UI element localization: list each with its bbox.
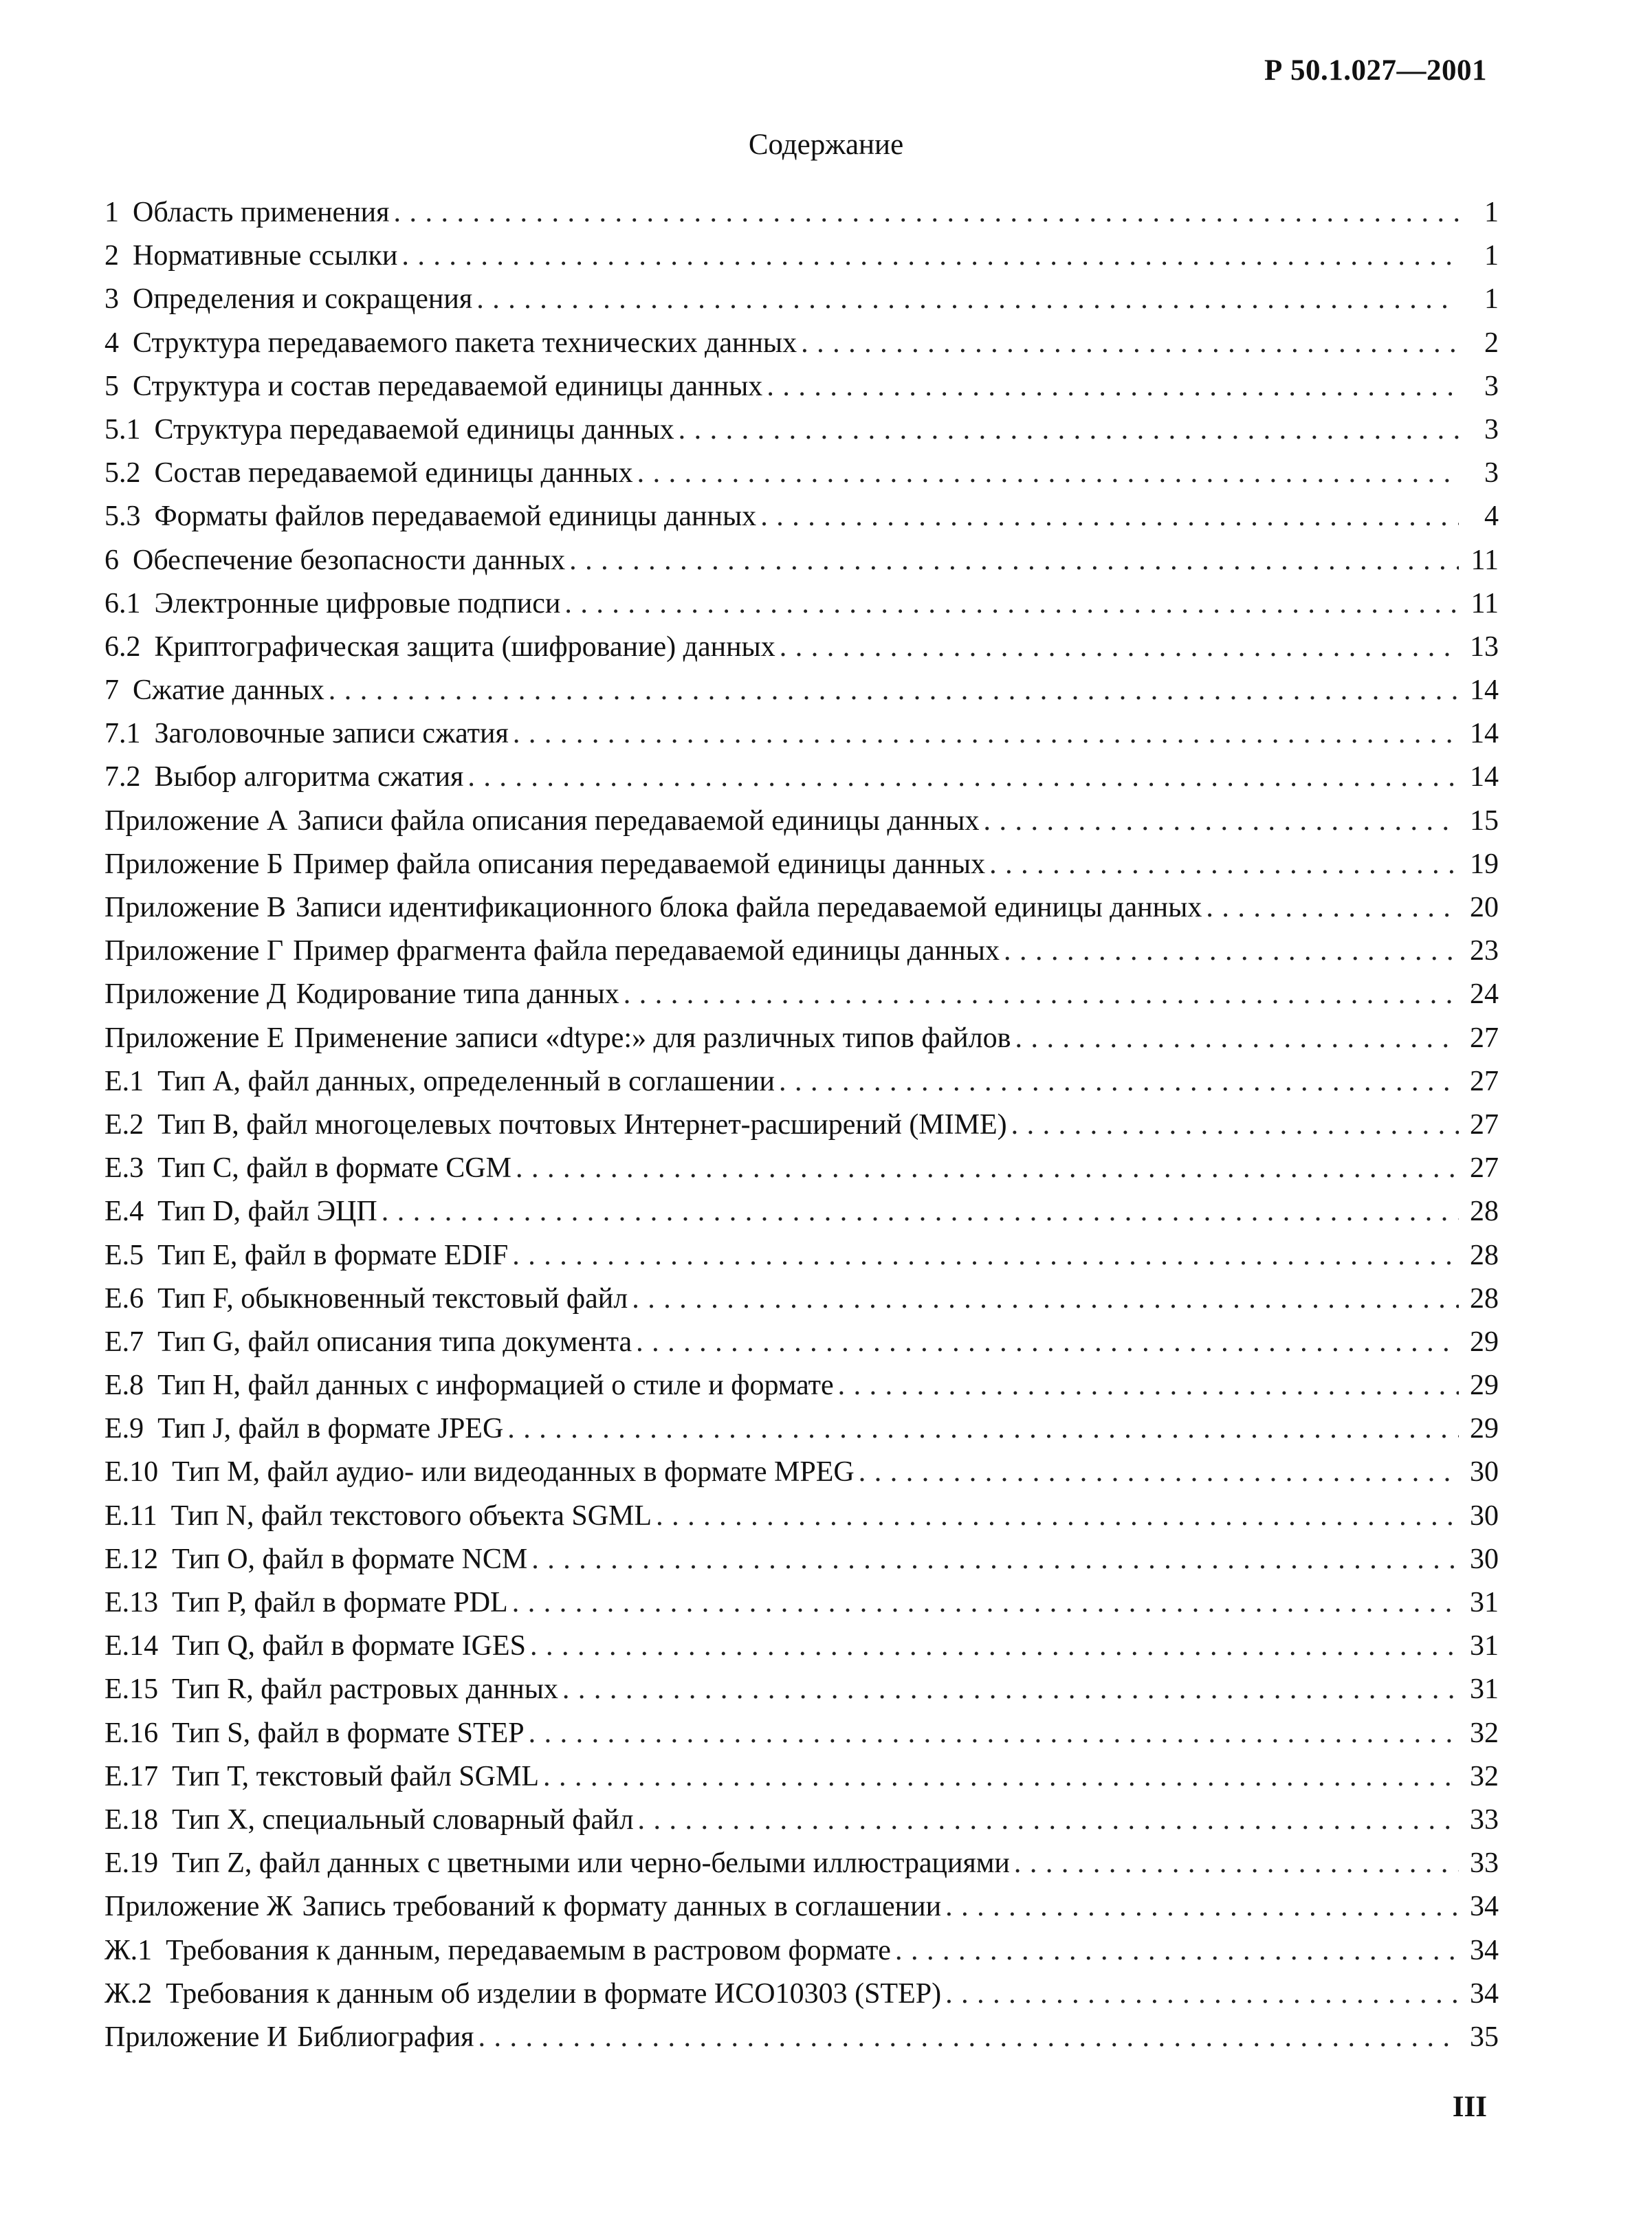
toc-leader-dots [779, 1060, 1459, 1103]
toc-entry-number: Е.13 [104, 1587, 159, 1618]
toc-entry-title: Нормативные ссылки [133, 240, 398, 272]
toc-leader-dots [760, 495, 1459, 538]
toc-entry [104, 930, 1499, 973]
toc-leader-dots [569, 539, 1459, 582]
toc-entry-title: Электронные цифровые подписи [154, 587, 561, 619]
toc-leader-dots [530, 1625, 1459, 1668]
toc-leader-dots [838, 1364, 1459, 1407]
toc-entry [104, 539, 1499, 582]
toc-entry-number: Ж.1 [104, 1934, 153, 1966]
toc-leader-dots [984, 800, 1459, 843]
toc-leader-dots [637, 452, 1459, 495]
toc-entry-page: 15 [1470, 804, 1499, 837]
toc-entry [104, 1538, 1499, 1581]
toc-entry-number: Приложение Д [104, 978, 287, 1011]
toc-entry [104, 1581, 1499, 1625]
toc-entry [104, 1060, 1499, 1103]
toc-entry-page: 31 [1470, 1630, 1499, 1662]
toc-entry [104, 1147, 1499, 1190]
toc-entry [104, 1017, 1499, 1060]
table-of-contents [104, 191, 1499, 2059]
toc-entry-number: Е.1 [104, 1065, 144, 1097]
toc-entry-page: 27 [1470, 1152, 1499, 1185]
toc-entry [104, 712, 1499, 756]
toc-entry-page: 30 [1470, 1456, 1499, 1489]
toc-entry [104, 1364, 1499, 1407]
toc-entry-number: 1 [104, 197, 119, 228]
toc-leader-dots [1015, 1017, 1459, 1060]
toc-entry-title: Тип G, файл описания типа документа [157, 1326, 632, 1358]
toc-entry-number: Приложение И [104, 2021, 288, 2053]
toc-leader-dots [401, 234, 1459, 278]
toc-entry-number: Ж.2 [104, 1977, 153, 2010]
toc-entry-title: Выбор алгоритма сжатия [154, 761, 464, 793]
toc-entry-number: Е.5 [104, 1239, 144, 1271]
toc-leader-dots [478, 2016, 1460, 2059]
toc-entry-title: Тип Р, файл в формате PDL [172, 1587, 508, 1618]
toc-leader-dots [945, 1973, 1459, 2016]
toc-entry [104, 1842, 1499, 1885]
toc-entry-title: Тип F, обыкновенный текстовый файл [157, 1282, 628, 1315]
toc-entry-number: Е.19 [104, 1847, 159, 1880]
toc-entry-number: Приложение Ж [104, 1891, 293, 1923]
toc-entry-title: Требования к данным об изделии в формате ИСО10303 (STEP) [166, 1977, 942, 2010]
toc-entry-page: 31 [1470, 1587, 1499, 1618]
toc-entry-title: Тип Z, файл данных с цветными или черно-белыми иллюстрациями [172, 1847, 1010, 1880]
toc-entry-title: Применение записи «dtype:» для различных типов файлов [294, 1022, 1011, 1054]
toc-entry-page: 29 [1470, 1413, 1499, 1445]
toc-entry [104, 495, 1499, 538]
toc-entry-number: Е.2 [104, 1108, 144, 1141]
toc-entry-title: Структура передаваемой единицы данных [154, 413, 674, 446]
toc-entry-title: Структура передаваемого пакета технических данных [133, 327, 797, 359]
toc-entry-title: Тип О, файл в формате NCM [172, 1543, 528, 1575]
toc-entry-page: 27 [1470, 1108, 1499, 1141]
toc-entry [104, 1755, 1499, 1799]
toc-entry-page: 28 [1470, 1196, 1499, 1228]
toc-entry [104, 756, 1499, 799]
toc-entry-number: 6.2 [104, 630, 141, 663]
toc-entry [104, 973, 1499, 1016]
toc-entry-page: 14 [1470, 718, 1499, 750]
toc-entry-number: 4 [104, 327, 119, 359]
toc-entry [104, 1929, 1499, 1973]
toc-entry-number: 7 [104, 674, 119, 707]
toc-entry-number: Е.18 [104, 1803, 159, 1836]
toc-leader-dots [513, 712, 1459, 756]
toc-entry-number: Е.7 [104, 1326, 144, 1358]
toc-entry-page: 27 [1470, 1022, 1499, 1054]
toc-entry [104, 322, 1499, 365]
toc-leader-dots [531, 1538, 1459, 1581]
toc-entry-page: 4 [1484, 501, 1499, 533]
toc-entry-page: 29 [1470, 1370, 1499, 1402]
toc-entry-page: 34 [1470, 1934, 1499, 1966]
toc-entry-number: 3 [104, 283, 119, 316]
toc-entry-title: Тип Е, файл в формате EDIF [157, 1239, 509, 1271]
toc-leader-dots [467, 756, 1459, 799]
toc-entry-title: Тип Q, файл в формате IGES [172, 1630, 526, 1662]
toc-entry-page: 20 [1470, 892, 1499, 923]
toc-leader-dots [1011, 1103, 1459, 1147]
toc-entry-page: 14 [1470, 761, 1499, 793]
toc-leader-dots [624, 973, 1459, 1016]
toc-entry-title: Тип N, файл текстового объекта SGML [170, 1500, 652, 1532]
toc-entry-title: Тип А, файл данных, определенный в соглашении [157, 1065, 775, 1097]
toc-leader-dots [1014, 1842, 1459, 1885]
toc-entry-page: 3 [1484, 457, 1499, 490]
toc-entry-page: 3 [1484, 413, 1499, 446]
toc-entry-page: 30 [1470, 1543, 1499, 1575]
toc-leader-dots [989, 843, 1459, 886]
toc-entry-page: 1 [1484, 283, 1499, 316]
toc-entry-number: 7.2 [104, 761, 141, 793]
toc-entry-number: 2 [104, 240, 119, 272]
toc-entry-page: 23 [1470, 935, 1499, 967]
toc-leader-dots [895, 1929, 1459, 1973]
toc-entry-number: 6 [104, 544, 119, 576]
toc-entry [104, 669, 1499, 712]
toc-entry-title: Пример файла описания передаваемой единицы данных [293, 848, 986, 880]
toc-leader-dots [512, 1234, 1459, 1277]
toc-entry-number: Е.3 [104, 1152, 144, 1185]
toc-entry-title: Записи файла описания передаваемой единицы данных [297, 804, 980, 837]
toc-entry-title: Запись требований к формату данных в соглашении [302, 1891, 942, 1923]
toc-leader-dots [476, 278, 1459, 321]
toc-leader-dots [679, 408, 1459, 452]
page-number: III [1452, 2091, 1487, 2123]
toc-entry [104, 1277, 1499, 1321]
toc-entry-number: 5.1 [104, 413, 141, 446]
toc-entry [104, 1625, 1499, 1668]
toc-entry-number: Е.14 [104, 1630, 159, 1662]
toc-entry-number: Е.9 [104, 1413, 144, 1445]
toc-entry-page: 28 [1470, 1239, 1499, 1271]
toc-entry [104, 1321, 1499, 1364]
toc-entry-title: Область применения [133, 197, 390, 228]
toc-entry-title: Тип S, файл в формате STEP [172, 1717, 525, 1749]
toc-entry [104, 365, 1499, 408]
toc-entry-page: 28 [1470, 1282, 1499, 1315]
toc-entry-number: 5 [104, 370, 119, 402]
toc-entry-page: 32 [1470, 1760, 1499, 1792]
toc-entry-number: Е.10 [104, 1456, 159, 1489]
toc-entry-page: 2 [1484, 327, 1499, 359]
toc-entry [104, 582, 1499, 626]
toc-entry-title: Тип D, файл ЭЦП [157, 1196, 377, 1228]
toc-entry [104, 452, 1499, 495]
toc-entry [104, 626, 1499, 669]
toc-entry-title: Заголовочные записи сжатия [154, 718, 509, 750]
toc-entry [104, 800, 1499, 843]
toc-entry [104, 1495, 1499, 1538]
toc-entry-title: Тип Н, файл данных с информацией о стиле и формате [157, 1370, 834, 1402]
toc-leader-dots [632, 1277, 1459, 1321]
toc-leader-dots [656, 1495, 1459, 1538]
toc-entry-title: Требования к данным, передаваемым в растровом формате [166, 1934, 891, 1966]
toc-leader-dots [859, 1451, 1459, 1494]
toc-entry-number: Е.4 [104, 1196, 144, 1228]
toc-entry-page: 11 [1471, 544, 1499, 576]
toc-entry-number: Приложение Г [104, 935, 284, 967]
toc-entry [104, 234, 1499, 278]
toc-entry-title: Тип С, файл в формате CGM [157, 1152, 511, 1185]
toc-entry [104, 1973, 1499, 2016]
toc-entry-title: Кодирование типа данных [296, 978, 619, 1011]
toc-entry [104, 1712, 1499, 1755]
toc-entry-title: Библиография [297, 2021, 474, 2053]
toc-entry-number: Приложение Б [104, 848, 284, 880]
toc-entry-number: Е.11 [104, 1500, 157, 1532]
toc-entry-title: Тип R, файл растровых данных [172, 1673, 558, 1706]
toc-entry-title: Тип М, файл аудио- или видеоданных в формате MPEG [172, 1456, 855, 1489]
toc-entry [104, 278, 1499, 321]
toc-leader-dots [564, 582, 1459, 626]
toc-entry-number: Е.15 [104, 1673, 159, 1706]
toc-entry-number: Е.17 [104, 1760, 159, 1792]
toc-entry-title: Состав передаваемой единицы данных [154, 457, 633, 490]
toc-entry-title: Тип Т, текстовый файл SGML [172, 1760, 539, 1792]
toc-leader-dots [512, 1581, 1459, 1625]
toc-leader-dots [393, 191, 1459, 234]
toc-entry-number: 6.1 [104, 587, 141, 619]
toc-entry-page: 1 [1484, 240, 1499, 272]
toc-entry-number: Приложение А [104, 804, 288, 837]
toc-entry [104, 1451, 1499, 1494]
toc-leader-dots [543, 1755, 1459, 1799]
toc-entry-number: Приложение В [104, 892, 286, 923]
toc-leader-dots [516, 1147, 1459, 1190]
toc-entry-number: 5.2 [104, 457, 141, 490]
toc-leader-dots [636, 1321, 1459, 1364]
toc-leader-dots [382, 1190, 1459, 1233]
toc-entry-title: Тип В, файл многоцелевых почтовых Интернет-расширений (MIME) [157, 1108, 1007, 1141]
toc-entry-number: Е.6 [104, 1282, 144, 1315]
toc-entry [104, 191, 1499, 234]
toc-entry-page: 13 [1470, 630, 1499, 663]
toc-entry [104, 1234, 1499, 1277]
toc-entry [104, 1668, 1499, 1711]
toc-entry-page: 32 [1470, 1717, 1499, 1749]
toc-leader-dots [529, 1712, 1459, 1755]
toc-entry-title: Пример фрагмента файла передаваемой единицы данных [293, 935, 1000, 967]
toc-entry-number: 7.1 [104, 718, 141, 750]
toc-entry-title: Определения и сокращения [133, 283, 473, 316]
toc-entry [104, 843, 1499, 886]
toc-entry-title: Записи идентификационного блока файла передаваемой единицы данных [295, 892, 1202, 923]
toc-entry [104, 1103, 1499, 1147]
toc-entry [104, 2016, 1499, 2059]
toc-entry [104, 886, 1499, 930]
document-code: Р 50.1.027—2001 [1264, 54, 1487, 87]
toc-entry-title: Сжатие данных [133, 674, 324, 707]
toc-leader-dots [562, 1668, 1459, 1711]
toc-entry-page: 35 [1470, 2021, 1499, 2053]
toc-entry-page: 24 [1470, 978, 1499, 1011]
toc-entry-title: Тип X, специальный словарный файл [172, 1803, 634, 1836]
toc-entry [104, 408, 1499, 452]
toc-leader-dots [1206, 886, 1459, 930]
toc-entry-page: 14 [1470, 674, 1499, 707]
toc-entry-page: 33 [1470, 1847, 1499, 1880]
toc-entry-title: Обеспечение безопасности данных [133, 544, 566, 576]
toc-leader-dots [767, 365, 1459, 408]
toc-leader-dots [801, 322, 1459, 365]
toc-entry-page: 29 [1470, 1326, 1499, 1358]
toc-entry-title: Структура и состав передаваемой единицы данных [133, 370, 763, 402]
toc-entry-page: 11 [1471, 587, 1499, 619]
toc-entry-page: 19 [1470, 848, 1499, 880]
toc-entry-page: 30 [1470, 1500, 1499, 1532]
toc-leader-dots [329, 669, 1459, 712]
toc-entry-number: Е.12 [104, 1543, 159, 1575]
toc-leader-dots [638, 1799, 1459, 1842]
toc-entry-page: 1 [1484, 197, 1499, 228]
toc-entry-title: Криптографическая защита (шифрование) данных [154, 630, 775, 663]
toc-entry-page: 27 [1470, 1065, 1499, 1097]
toc-entry-number: Е.16 [104, 1717, 159, 1749]
toc-leader-dots [1004, 930, 1459, 973]
toc-entry-page: 33 [1470, 1803, 1499, 1836]
toc-title: Содержание [748, 129, 904, 161]
toc-entry-number: 5.3 [104, 501, 141, 533]
toc-entry [104, 1799, 1499, 1842]
toc-entry-page: 34 [1470, 1977, 1499, 2010]
toc-entry [104, 1407, 1499, 1451]
toc-entry-number: Е.8 [104, 1370, 144, 1402]
toc-entry-page: 34 [1470, 1891, 1499, 1923]
toc-entry [104, 1190, 1499, 1233]
toc-entry-title: Форматы файлов передаваемой единицы данных [154, 501, 757, 533]
toc-leader-dots [780, 626, 1459, 669]
toc-entry [104, 1885, 1499, 1929]
toc-leader-dots [945, 1885, 1459, 1929]
toc-entry-title: Тип J, файл в формате JPEG [157, 1413, 504, 1445]
toc-entry-page: 3 [1484, 370, 1499, 402]
toc-leader-dots [507, 1407, 1459, 1451]
toc-entry-page: 31 [1470, 1673, 1499, 1706]
toc-entry-number: Приложение Е [104, 1022, 285, 1054]
